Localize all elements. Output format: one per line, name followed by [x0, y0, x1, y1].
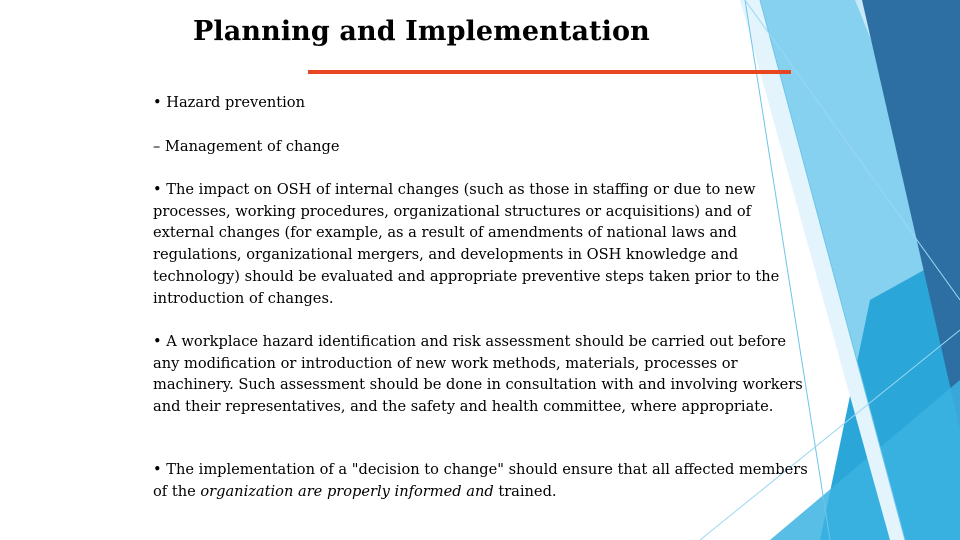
decision-text-italic: organization are properly informed and	[200, 482, 494, 500]
slide-title: Planning and Implementation	[193, 16, 650, 47]
title-underline	[308, 70, 791, 74]
bullet-hazard-prevention: • Hazard prevention	[153, 94, 305, 111]
paragraph-impact-on-osh: • The impact on OSH of internal changes (such as those in staffing or due to new processes, working procedures, organizational structures or acquisitions) and of external changes (for example, as a result of amendments of national laws and regulations, organizational mergers, and developments in OSH knowledge and technology) should be evaluated and appropriate preventive steps taken prior to the introduction of changes.	[153, 181, 780, 307]
sub-bullet-management-of-change: – Management of change	[153, 138, 340, 155]
decision-text-end: trained.	[493, 482, 557, 500]
paragraph-risk-assessment: • A workplace hazard identification and risk assessment should be carried out before any modification or introduction of new work methods, materials, processes or machinery. Such assessment should be done in consultation with and involving workers and their representatives, and the safety and health committee, where appropriate.	[153, 333, 803, 416]
paragraph-decision-to-change	[153, 459, 813, 502]
decision-text-start: • The implementation of a "decision to change" should ensure that all affected members of the	[153, 461, 808, 500]
